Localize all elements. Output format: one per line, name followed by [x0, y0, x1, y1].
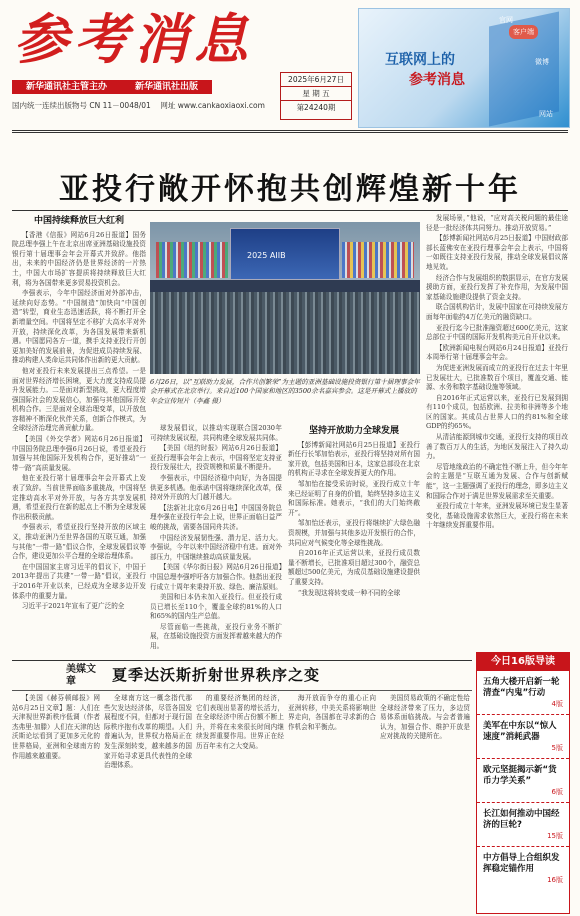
ad-label-site: 网站	[539, 110, 553, 118]
second-article	[288, 424, 420, 658]
right-article	[426, 214, 568, 646]
guide-item-title: 中方倡导上合组织发挥稳定锚作用	[483, 853, 560, 874]
guide-item[interactable]	[477, 671, 569, 715]
ad-label-weibo: 微博	[535, 58, 549, 66]
paragraph: 邹加怡在接受采访时说，亚投行成立十年来已经证明了自身的价值，始终坚持多边主义和国际标准。她表示，“我们的大门始终敞开”。	[288, 479, 420, 517]
paragraph: 发展场景，”他说，“应对高关税问题的最佳途径是一批经济体共同努力。推动开放贸易。”	[426, 214, 568, 232]
ad-bubble-app: 客户端	[509, 25, 538, 39]
second-subtitle: 坚持开放助力全球发展	[308, 426, 399, 436]
paragraph: 【美国《外交学者》网站6月26日报道】中国国务院总理李强6月26日说，希望亚投行加强与其他国际开发机构合作，更好推动“一带一路”高质量发展。	[12, 435, 146, 472]
feature-column-2	[104, 694, 192, 914]
ad-line1: 互联网上的	[385, 52, 455, 68]
paragraph: 中国经济发展韧性强、潜力足、活力大。李强说，今年以来中国经济稳中有进。面对外部压力，中国继续推动高质量发展。	[150, 533, 282, 561]
feature-label: 美媒文章	[66, 664, 96, 687]
feature-column-5	[380, 694, 470, 914]
paragraph: 联合国机构估计，发展中国家在可持续发展方面每年面临约4万亿美元的融资缺口。	[426, 303, 568, 321]
online-ad-banner[interactable]	[358, 8, 570, 128]
lead-article	[12, 214, 146, 658]
paragraph: 美国和日本仍未加入亚投行。但亚投行成员已增长至110个，覆盖全球约81%的人口和65%的国内生产总值。	[150, 593, 282, 621]
paragraph: 经济合作与发展组织的数据显示，在官方发展援助方面，亚投行发挥了补充作用，为发展中国家基础设施建设提供了资金支持。	[426, 273, 568, 301]
publisher-right: 新华通讯社出版	[134, 82, 198, 92]
guide-item-title: 美军在中东以“惊人速度”消耗武器	[483, 721, 557, 742]
divider	[12, 690, 472, 691]
feature-column-1	[12, 694, 100, 914]
paragraph: 尽管面临一些挑战，亚投行业务不断扩展，在基础设施投资方面发挥着越来越大的作用。	[150, 622, 282, 651]
feature-headline: 夏季达沃斯折射世界秩序之变	[112, 666, 321, 684]
screen-text: 2025 AIIB	[247, 251, 286, 260]
paragraph: 亚投行成立十年来，亚洲发展环境已发生显著变化，基础设施需求依然巨大，亚投行将在未来十年继续发挥重要作用。	[426, 502, 568, 530]
divider	[12, 210, 568, 211]
paragraph: 亚投行迄今已批准融资超过600亿美元，这家总部位于中国的国际开发机构美元自开业以来。	[426, 323, 568, 342]
divider	[12, 660, 472, 661]
audience	[150, 292, 420, 374]
paragraph: 美国贸易政策的不确定性给全球经济带来了压力，多边贸易体系面临挑战。与会者普遍认为，加强合作、维护开放是应对挑战的关键所在。	[380, 694, 470, 741]
paragraph: 【彭博新闻社网站6月25日报道】亚投行新任行长邹加怡表示，亚投行将坚持对所有国家开放，包括美国和日本，这家总部设在北京的机构正寻求在全球发挥更大的作用。	[288, 440, 420, 478]
masthead	[0, 0, 580, 128]
conference-photo	[150, 222, 420, 374]
guide-item[interactable]	[477, 759, 569, 803]
newspaper-logo	[14, 6, 304, 72]
flags-right	[342, 242, 414, 278]
guide-item-title: 欧元坚挺揭示新“货币力学关系”	[483, 765, 557, 786]
guide-item-page: 6版	[551, 788, 563, 796]
photo-caption: 6月26日，以“互联助力发展，合作共创繁荣”为主题的亚洲基础设施投资银行第十届理事会年会开幕式在北京举行。来自近100个国家和地区的3500余名嘉宾参会。这是开幕式上播放的年会宣传短片（李鑫 摄）	[150, 378, 420, 405]
paragraph: 【香港《信报》网站6月26日报道】国务院总理李强上午在北京出席亚洲基础设施投资银行第十届理事会年会开幕式并致辞。他指出，未来的中国经济仍是世界经济的一片热土，中国大市场扩容提质将持续释放巨大红利，将为各国带来更多贸易投资机会。	[12, 230, 146, 287]
guide-title: 今日16版导读	[477, 653, 569, 671]
main-headline: 亚投行敞开怀抱共创辉煌新十年	[59, 172, 521, 207]
guide-item-page: 15版	[547, 832, 563, 840]
issue-number: 第24240期	[296, 103, 336, 112]
feature-column-3	[196, 694, 284, 914]
ad-label-official: 官网	[499, 16, 513, 24]
divider	[12, 132, 568, 133]
paragraph: 李强表示，中国经济稳中向好，为各国提供更多机遇。他承诺中国将继续深化改革，保持对外开放的大门越开越大。	[150, 473, 282, 502]
paragraph: 【美国《纽约时报》网站6月26日报道】亚投行理事会年会上表示，中国将坚定支持亚投行发展壮大，投资规模和质量不断提升。	[150, 444, 282, 472]
paragraph: 邹加怡还表示，亚投行将继续扩大绿色融资规模，并加强与其他多边开发银行的合作，共同应对气候变化等全球性挑战。	[288, 519, 420, 547]
paragraph: “我发现这将转变成一种不同的全球	[297, 588, 401, 597]
paragraph: 李强表示，今年中国经济面对外部冲击，延续向好态势。“中国制造”加快向“中国创造”转型，商业生态迅速活跃，将不断打开全新增量空间。中国将坚定不移扩大高水平对外开放，持续深化改革，为各国发展带来新机遇。中国愿同各方一道，携手支持亚投行开创更加美好的发展前景，为促进成员持续发展、推动构建人类命运共同体作出新的更大贡献。	[12, 289, 146, 365]
paragraph: 的重要经济集团的经济，它们表现出显著的增长活力，在全球经济中所占份额不断上升，并将在未来很长时间内继续发挥重要作用。世界正在经历百年未有之大变局。	[196, 694, 284, 750]
lead-subtitle: 中国持续释放巨大红利	[33, 216, 124, 226]
paragraph: 习近平于2021年宣布了更广泛的全	[21, 602, 125, 611]
website-link[interactable]: 网址 www.cankaoxiaoxi.com	[160, 101, 265, 110]
guide-item[interactable]	[477, 847, 569, 890]
paragraph: 他在亚投行第十届理事会年会开幕式上发表了致辞。当前世界面临多重挑战，中国将坚定推动高水平对外开放，与各方共享发展机遇，希望亚投行在新的起点上不断为全球发展作出积极贡献。	[12, 474, 146, 521]
guide-item[interactable]	[477, 715, 569, 759]
flags-left	[156, 242, 228, 278]
paragraph: 【美国《赫芬顿邮报》网站6月25日文章】题：人们在天津视世界新秩序低调（作者杰弗里·加滕）人们在天津的达沃斯论坛看到了更加多元化的世界格局，亚洲和全球南方的作用越来越重要。	[12, 694, 100, 760]
divider	[12, 130, 568, 131]
guide-item[interactable]	[477, 803, 569, 847]
stage-screen	[230, 228, 340, 280]
issue-weekday: 星 期 五	[281, 87, 351, 101]
logo-text: 参考消息	[14, 7, 254, 71]
guide-item-title: 长江如何推动中国经济的巨轮?	[483, 809, 560, 830]
paragraph: 【法新社北京6月26日电】中国国务院总理李强在亚投行年会上说，世界正面临日益严峻的挑战，需要各国同舟共济。	[150, 503, 282, 531]
paragraph: 全球南方这一概念指代那些欠发达经济体，尽管各国发展程度不同，但都对于现行国际秩序抱有改革的期望。人们普遍认为，世界权力格局正在发生深刻转变，越来越多的国家开始寻求更具代表性的全球治理体系。	[104, 694, 192, 770]
publisher-left: 新华通讯社主管主办	[25, 82, 107, 92]
paragraph: 从清洁能源到城市交通，亚投行支持的项目改善了数百万人的生活，为地区发展注入了持久动力。	[426, 433, 568, 461]
ad-line2: 参考消息	[409, 72, 465, 88]
paragraph: 【美国《华尔街日报》网站6月26日报道】中国总理李强呼吁各方加强合作。他指出亚投行成立十周年来秉持开放、绿色、廉洁原则。	[150, 563, 282, 591]
paragraph: 在中国国家主席习近平的倡议下，中国于2013年提出了共建“一带一路”倡议，亚投行于2016年开业以来，已经成为全球多边开发体系中的重要力量。	[12, 562, 146, 600]
date-box	[280, 72, 352, 120]
mid-article	[150, 424, 282, 658]
guide-item-page: 4版	[551, 700, 563, 708]
paragraph: 球发展倡议，以推动实现联合国2030年可持续发展议程，共同构建全球发展共同体。	[150, 424, 282, 442]
guide-item-page: 5版	[551, 744, 563, 752]
guide-item-title: 五角大楼开启新一轮清查“内鬼”行动	[483, 677, 560, 698]
cn-number: 国内统一连续出版物号 CN 11－0048/01	[12, 101, 151, 110]
paragraph: 【彭博新闻社网站6月25日报道】中国财政部部长蓝佛安在亚投行理事会年会上表示，中国将一如既往支持亚投行发展，推动全球发展倡议落地见效。	[426, 234, 568, 271]
paragraph: 李强表示，希望亚投行坚持开放的区域主义，推动亚洲乃至世界各国的互联互通，加强与其他“一带一路”倡议合作，全球发展倡议等合作，建设更加公平合理的全球治理体系。	[12, 523, 146, 561]
paragraph: 【欧洲新闻电视台网站6月24日报道】亚投行本周举行第十届理事会年会。	[426, 343, 568, 362]
issue-date: 2025年6月27日	[281, 73, 351, 87]
publisher-bar	[12, 80, 212, 94]
paragraph: 自2016年正式运营以来，亚投行成员数量不断增长，已批准项目超过300个，融资总额超过500亿美元，为成员基础设施建设提供了重要支持。	[288, 549, 420, 586]
feature-column-4	[288, 694, 376, 914]
paragraph: 尽管地缘政治的不确定性不断上升，但今年年会的主题是“互联互通为发展、合作与创新赋能”，这一主题强调了亚投行的理念，即多边主义和国际合作对于满足世界发展需求至关重要。	[426, 462, 568, 500]
paragraph: 自2016年正式运营以来，亚投行已发展到拥有110个成员，包括欧洲、拉美和非洲等多个地区的国家。其成员占世界人口的约81%和全球GDP的约65%。	[426, 393, 568, 431]
paragraph: 海开放而争夺的重心正向亚洲转移，中美关系将影响世界走向，各国都在寻求新的合作机会和平衡点。	[288, 694, 376, 731]
publication-info	[12, 100, 272, 111]
paragraph: 为促进亚洲发展而成立的亚投行在过去十年里已发展壮大，已批准数百个项目，覆盖交通、能源、水务和数字基础设施等领域。	[426, 363, 568, 392]
paragraph: 他对亚投行未来发展提出三点希望。一是面对世界经济增长困境，更大力度支持成员提升发展能力。二是面对新型挑战，更大程度增强国际社会的发展信心，加强与其他国际开发机构合作。三是面对全球治理变革，以开放包容精神不断深化伙伴关系，创新合作模式，为全球经济治理完善贡献力量。	[12, 366, 146, 433]
guide-item-page: 16版	[547, 876, 563, 884]
today-guide-box	[476, 652, 570, 914]
